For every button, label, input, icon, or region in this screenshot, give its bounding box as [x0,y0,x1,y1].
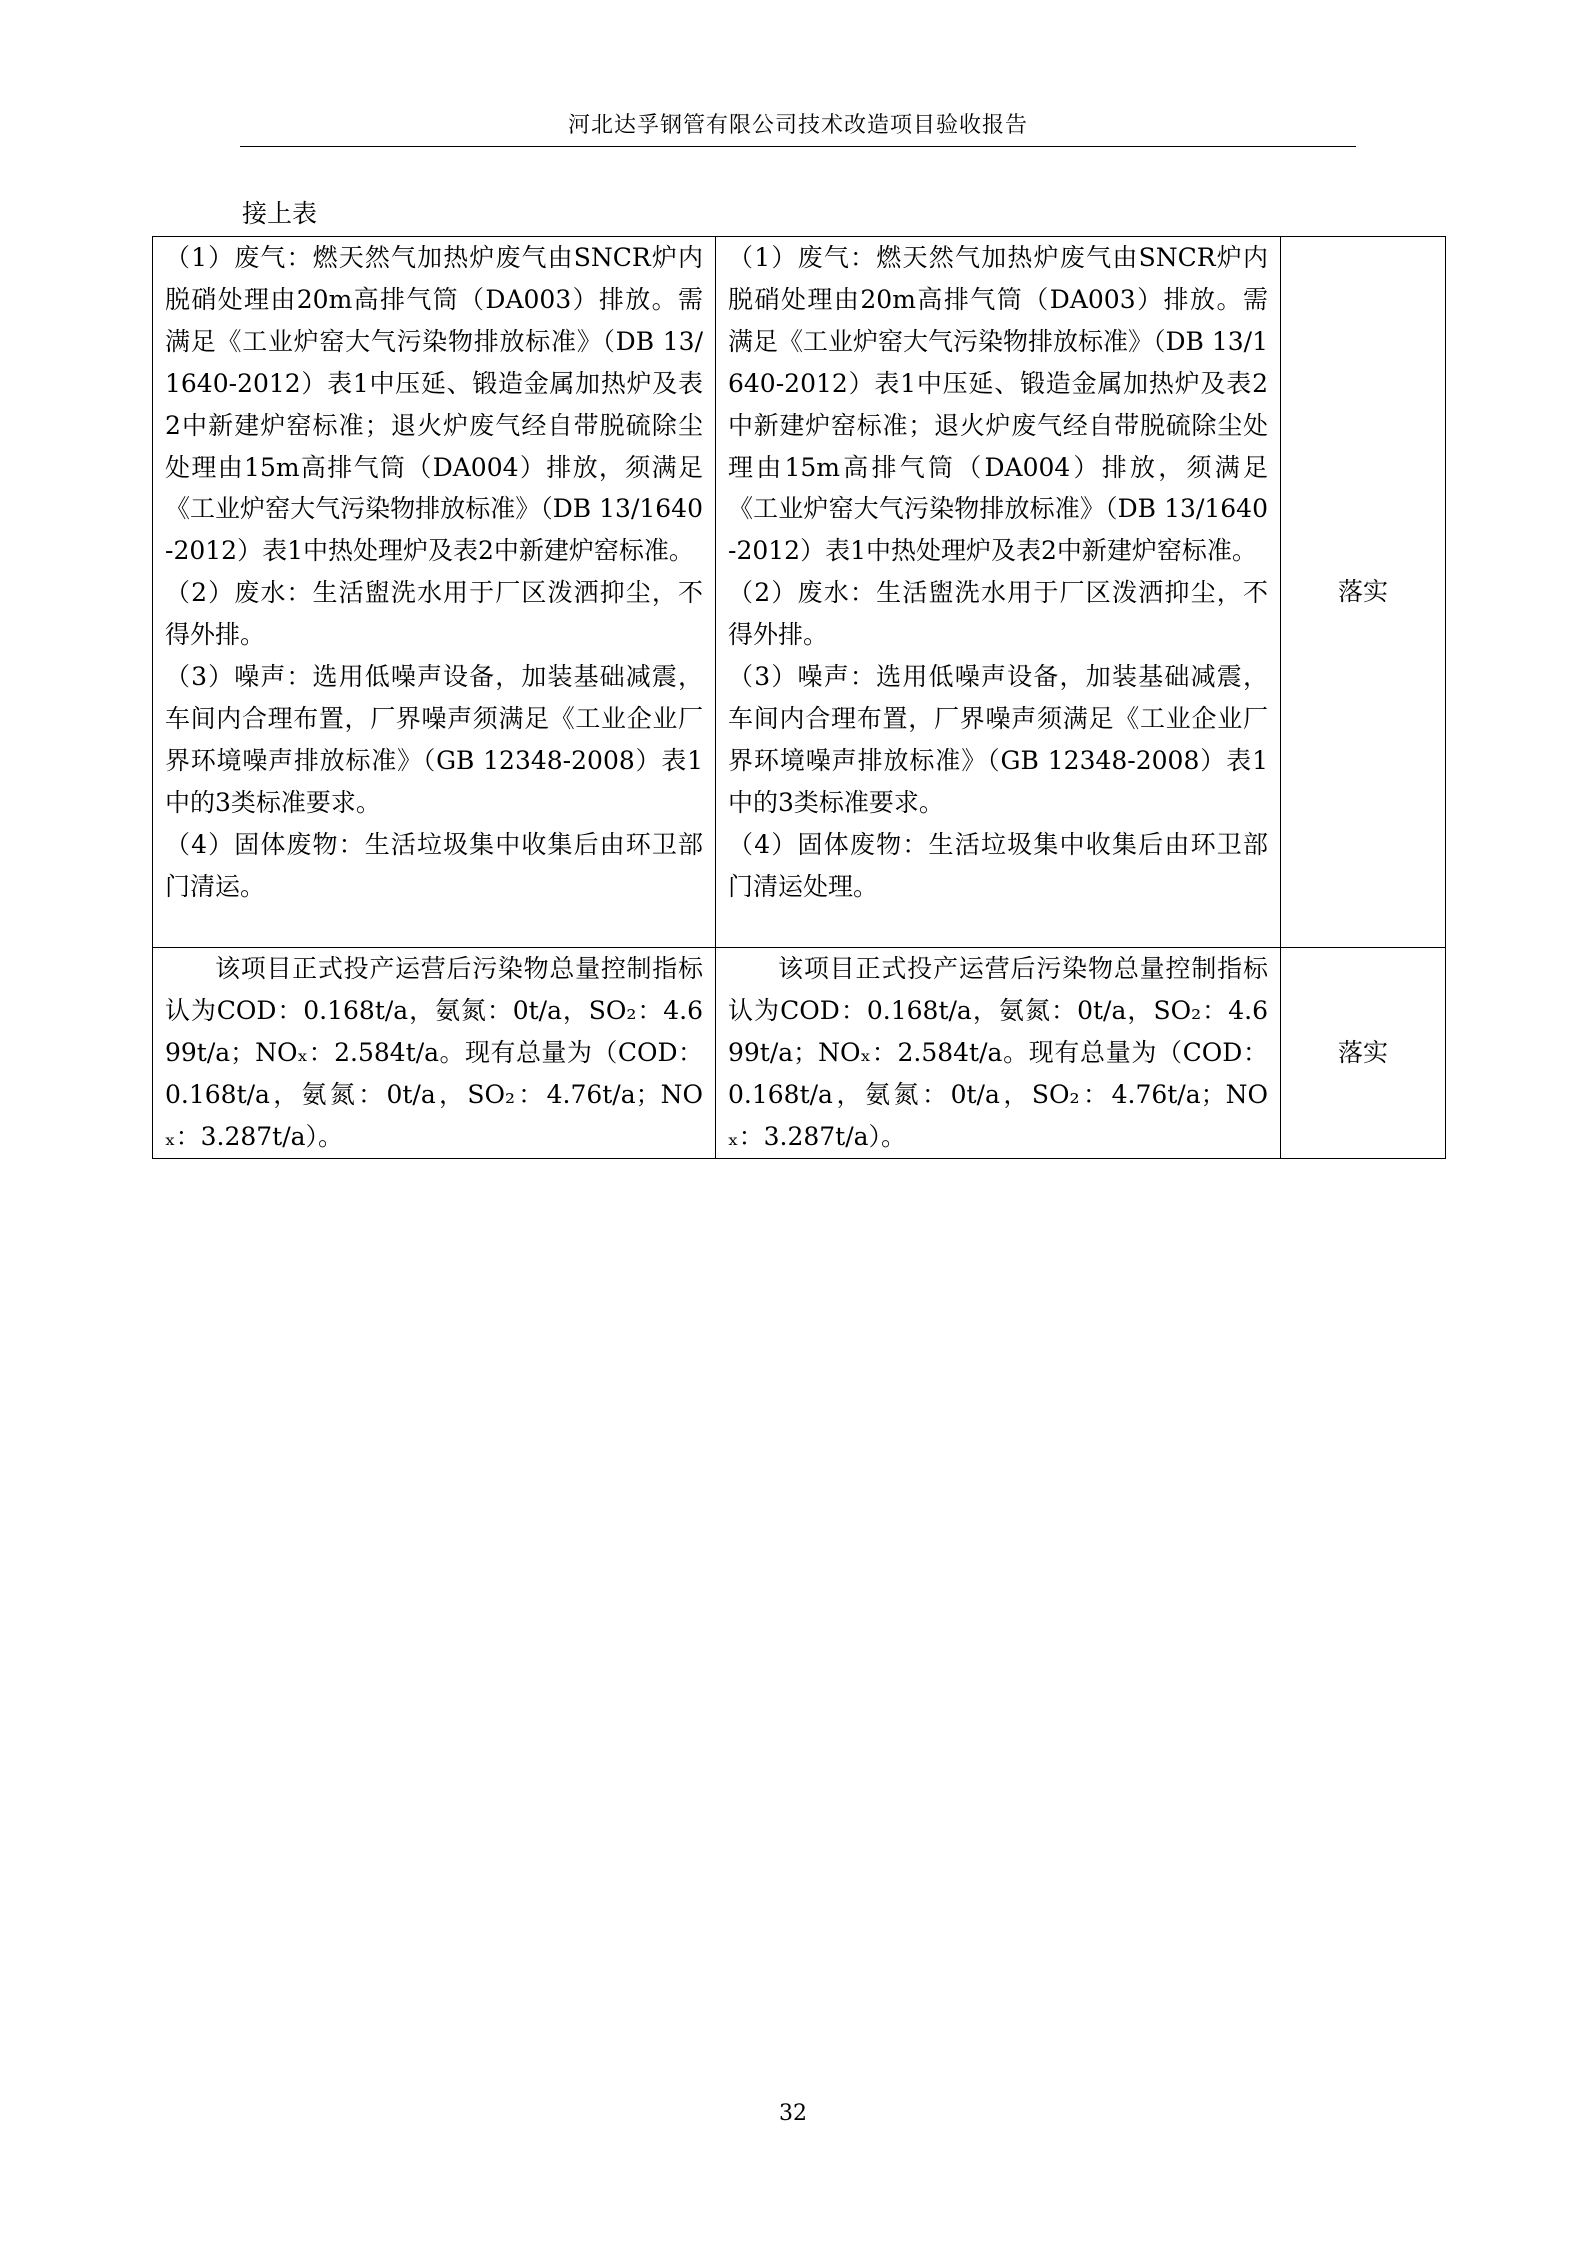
status-cell: 落实 [1281,948,1446,1159]
requirement-paragraph: （2）废水：生活盥洗水用于厂区泼洒抑尘，不得外排。 [165,578,703,650]
header-divider [240,146,1356,147]
requirement-paragraph: 该项目正式投产运营后污染物总量控制指标认为COD：0.168t/a，氨氮：0t/a，SO₂：4.699t/a；NOₓ：2.584t/a。现有总量为（COD：0.168t/a，氨氮：0t/a，SO₂：4.76t/a；NOₓ：3.287t/a）。 [165,954,703,1151]
implementation-paragraph: （1）废气：燃天然气加热炉废气由SNCR炉内脱硝处理由20m高排气筒（DA003）排放。需满足《工业炉窑大气污染物排放标准》（DB 13/1640-2012）表1中压延、锻造金属加热炉及表2中新建炉窑标准；退火炉废气经自带脱硫除尘处理由15m高排气筒（DA004）排放，须满足《工业炉窑大气污染物排放标准》（DB 13/1640-2012）表1中热处理炉及表2中新建炉窑标准。 [728,243,1269,566]
status-cell: 落实 [1281,237,1446,948]
implementation-paragraph: （3）噪声：选用低噪声设备，加装基础减震，车间内合理布置，厂界噪声须满足《工业企业厂界环境噪声排放标准》（GB 12348-2008）表1中的3类标准要求。 [728,662,1268,817]
requirement-cell [153,948,716,1159]
page-header-title: 河北达孚钢管有限公司技术改造项目验收报告 [567,113,1028,138]
acceptance-table [152,236,1446,1159]
table-row [153,237,1446,948]
requirement-paragraph: （3）噪声：选用低噪声设备，加装基础减震，车间内合理布置，厂界噪声须满足《工业企业厂界环境噪声排放标准》（GB 12348-2008）表1中的3类标准要求。 [165,662,703,817]
implementation-cell [716,948,1281,1159]
implementation-paragraph: （4）固体废物：生活垃圾集中收集后由环卫部门清运处理。 [728,829,1268,901]
requirement-cell [153,237,716,948]
requirement-paragraph: （4）固体废物：生活垃圾集中收集后由环卫部门清运。 [165,829,703,901]
table-row [153,948,1446,1159]
implementation-paragraph: （2）废水：生活盥洗水用于厂区泼洒抑尘，不得外排。 [728,578,1268,650]
requirement-paragraph: （1）废气：燃天然气加热炉废气由SNCR炉内脱硝处理由20m高排气筒（DA003）排放。需满足《工业炉窑大气污染物排放标准》（DB 13/1640-2012）表1中压延、锻造金属加热炉及表2中新建炉窑标准；退火炉废气经自带脱硫除尘处理由15m高排气筒（DA004）排放，须满足《工业炉窑大气污染物排放标准》（DB 13/1640-2012）表1中热处理炉及表2中新建炉窑标准。 [165,243,703,566]
page-number: 32 [779,2101,807,2126]
implementation-paragraph: 该项目正式投产运营后污染物总量控制指标认为COD：0.168t/a，氨氮：0t/a，SO₂：4.699t/a；NOₓ：2.584t/a。现有总量为（COD：0.168t/a，氨氮：0t/a，SO₂：4.76t/a；NOₓ：3.287t/a）。 [728,954,1268,1151]
table-continuation-caption: 接上表 [242,199,318,228]
implementation-cell [716,237,1281,948]
